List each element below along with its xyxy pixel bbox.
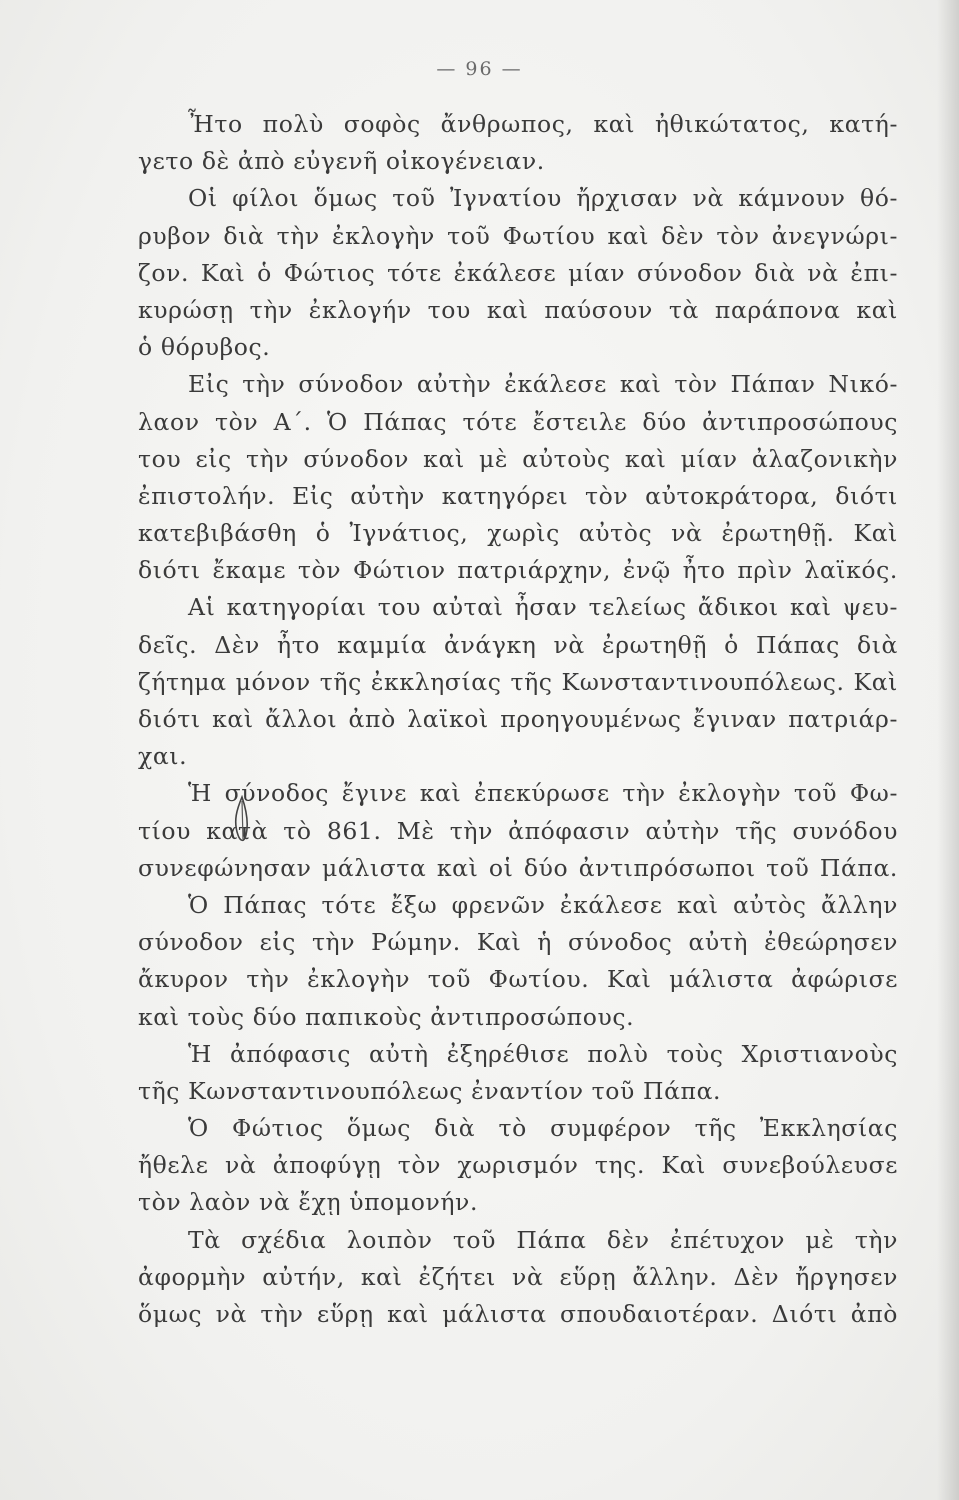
text-line: ἤθελε νὰ ἀποφύγῃ τὸν χωρισμόν της. Καὶ συνεβούλευσε bbox=[138, 1151, 898, 1180]
text-line: ζήτημα μόνον τῆς ἐκκλησίας τῆς Κωνσταντινουπόλεως. Καὶ bbox=[138, 667, 898, 696]
text-line: του εἰς τὴν σύνοδον καὶ μὲ αὐτοὺς καὶ μίαν ἀλαζονικὴν bbox=[138, 444, 898, 473]
page-number: — 96 — bbox=[436, 58, 523, 80]
text-line: γετο δὲ ἀπὸ εὐγενῆ οἰκογένειαν. bbox=[138, 147, 545, 176]
text-line: τὸν λαὸν νὰ ἔχῃ ὑπομονήν. bbox=[138, 1188, 479, 1217]
text-line: ὁ θόρυβος. bbox=[138, 333, 271, 362]
handwritten-margin-mark bbox=[230, 795, 254, 847]
page-edge-shadow bbox=[937, 0, 959, 1500]
text-line: χαι. bbox=[138, 742, 188, 771]
text-line: κυρώσῃ τὴν ἐκλογήν του καὶ παύσουν τὰ παράπονα καὶ bbox=[138, 295, 898, 324]
text-line: δεῖς. Δὲν ἦτο καμμία ἀνάγκη νὰ ἐρωτηθῇ ὁ Πάπας διὰ bbox=[138, 630, 898, 659]
text-line: Ἡ ἀπόφασις αὐτὴ ἐξηρέθισε πολὺ τοὺς Χριστιανοὺς bbox=[188, 1039, 898, 1068]
text-line: συνεφώνησαν μάλιστα καὶ οἱ δύο ἀντιπρόσωποι τοῦ Πάπα. bbox=[138, 853, 898, 882]
text-line: ἀφορμὴν αὐτήν, καὶ ἐζήτει νὰ εὕρῃ ἄλλην. Δὲν ἤργησεν bbox=[138, 1262, 898, 1291]
text-line: Τὰ σχέδια λοιπὸν τοῦ Πάπα δὲν ἐπέτυχον μὲ τὴν bbox=[188, 1225, 898, 1254]
text-line: τῆς Κωνσταντινουπόλεως ἐναντίον τοῦ Πάπα. bbox=[138, 1076, 722, 1105]
text-line: σύνοδον εἰς τὴν Ρώμην. Καὶ ἡ σύνοδος αὐτὴ ἐθεώρησεν bbox=[138, 928, 898, 957]
text-line: διότι καὶ ἄλλοι ἀπὸ λαϊκοὶ προηγουμένως ἔγιναν πατριάρ- bbox=[138, 705, 898, 733]
text-line: καὶ τοὺς δύο παπικοὺς ἀντιπροσώπους. bbox=[138, 1002, 635, 1031]
text-line: ἄκυρον τὴν ἐκλογὴν τοῦ Φωτίου. Καὶ μάλιστα ἀφώρισε bbox=[138, 965, 898, 994]
text-line: Αἱ κατηγορίαι του αὐταὶ ἦσαν τελείως ἄδικοι καὶ ψευ- bbox=[188, 593, 898, 622]
text-line: Ἡ σύνοδος ἔγινε καὶ ἐπεκύρωσε τὴν ἐκλογὴν τοῦ Φω- bbox=[188, 779, 898, 808]
text-line: ἐπιστολήν. Εἰς αὐτὴν κατηγόρει τὸν αὐτοκράτορα, διότι bbox=[138, 481, 898, 510]
text-line: λαον τὸν Α΄. Ὁ Πάπας τότε ἔστειλε δύο ἀντιπροσώπους bbox=[138, 407, 898, 436]
text-line: κατεβιβάσθη ὁ Ἰγνάτιος, χωρὶς αὐτὸς νὰ ἐρωτηθῇ. Καὶ bbox=[138, 519, 898, 548]
text-line: ζον. Καὶ ὁ Φώτιος τότε ἐκάλεσε μίαν σύνοδον διὰ νὰ ἐπι- bbox=[138, 258, 898, 287]
text-line: Εἰς τὴν σύνοδον αὐτὴν ἐκάλεσε καὶ τὸν Πάπαν Νικό- bbox=[188, 370, 898, 399]
text-line: Ἦτο πολὺ σοφὸς ἄνθρωπος, καὶ ἠθικώτατος, κατή- bbox=[188, 110, 898, 138]
text-line: διότι ἔκαμε τὸν Φώτιον πατριάρχην, ἐνῷ ἦτο πρὶν λαϊκός. bbox=[138, 556, 898, 585]
text-line: ὅμως νὰ τὴν εὕρῃ καὶ μάλιστα σπουδαιοτέραν. Διότι ἀπὸ bbox=[138, 1300, 898, 1328]
text-line: Ὁ Φώτιος ὅμως διὰ τὸ συμφέρον τῆς Ἐκκλησίας bbox=[188, 1114, 898, 1143]
page-text bbox=[138, 106, 898, 1333]
text-line: ρυβον διὰ τὴν ἐκλογὴν τοῦ Φωτίου καὶ δὲν τὸν ἀνεγνώρι- bbox=[138, 221, 898, 250]
text-line: Οἱ φίλοι ὅμως τοῦ Ἰγνατίου ἤρχισαν νὰ κάμνουν θό- bbox=[188, 184, 898, 213]
text-line: τίου κατὰ τὸ 861. Μὲ τὴν ἀπόφασιν αὐτὴν τῆς συνόδου bbox=[138, 816, 898, 845]
text-line: Ὁ Πάπας τότε ἔξω φρενῶν ἐκάλεσε καὶ αὐτὸς ἄλλην bbox=[188, 890, 898, 919]
